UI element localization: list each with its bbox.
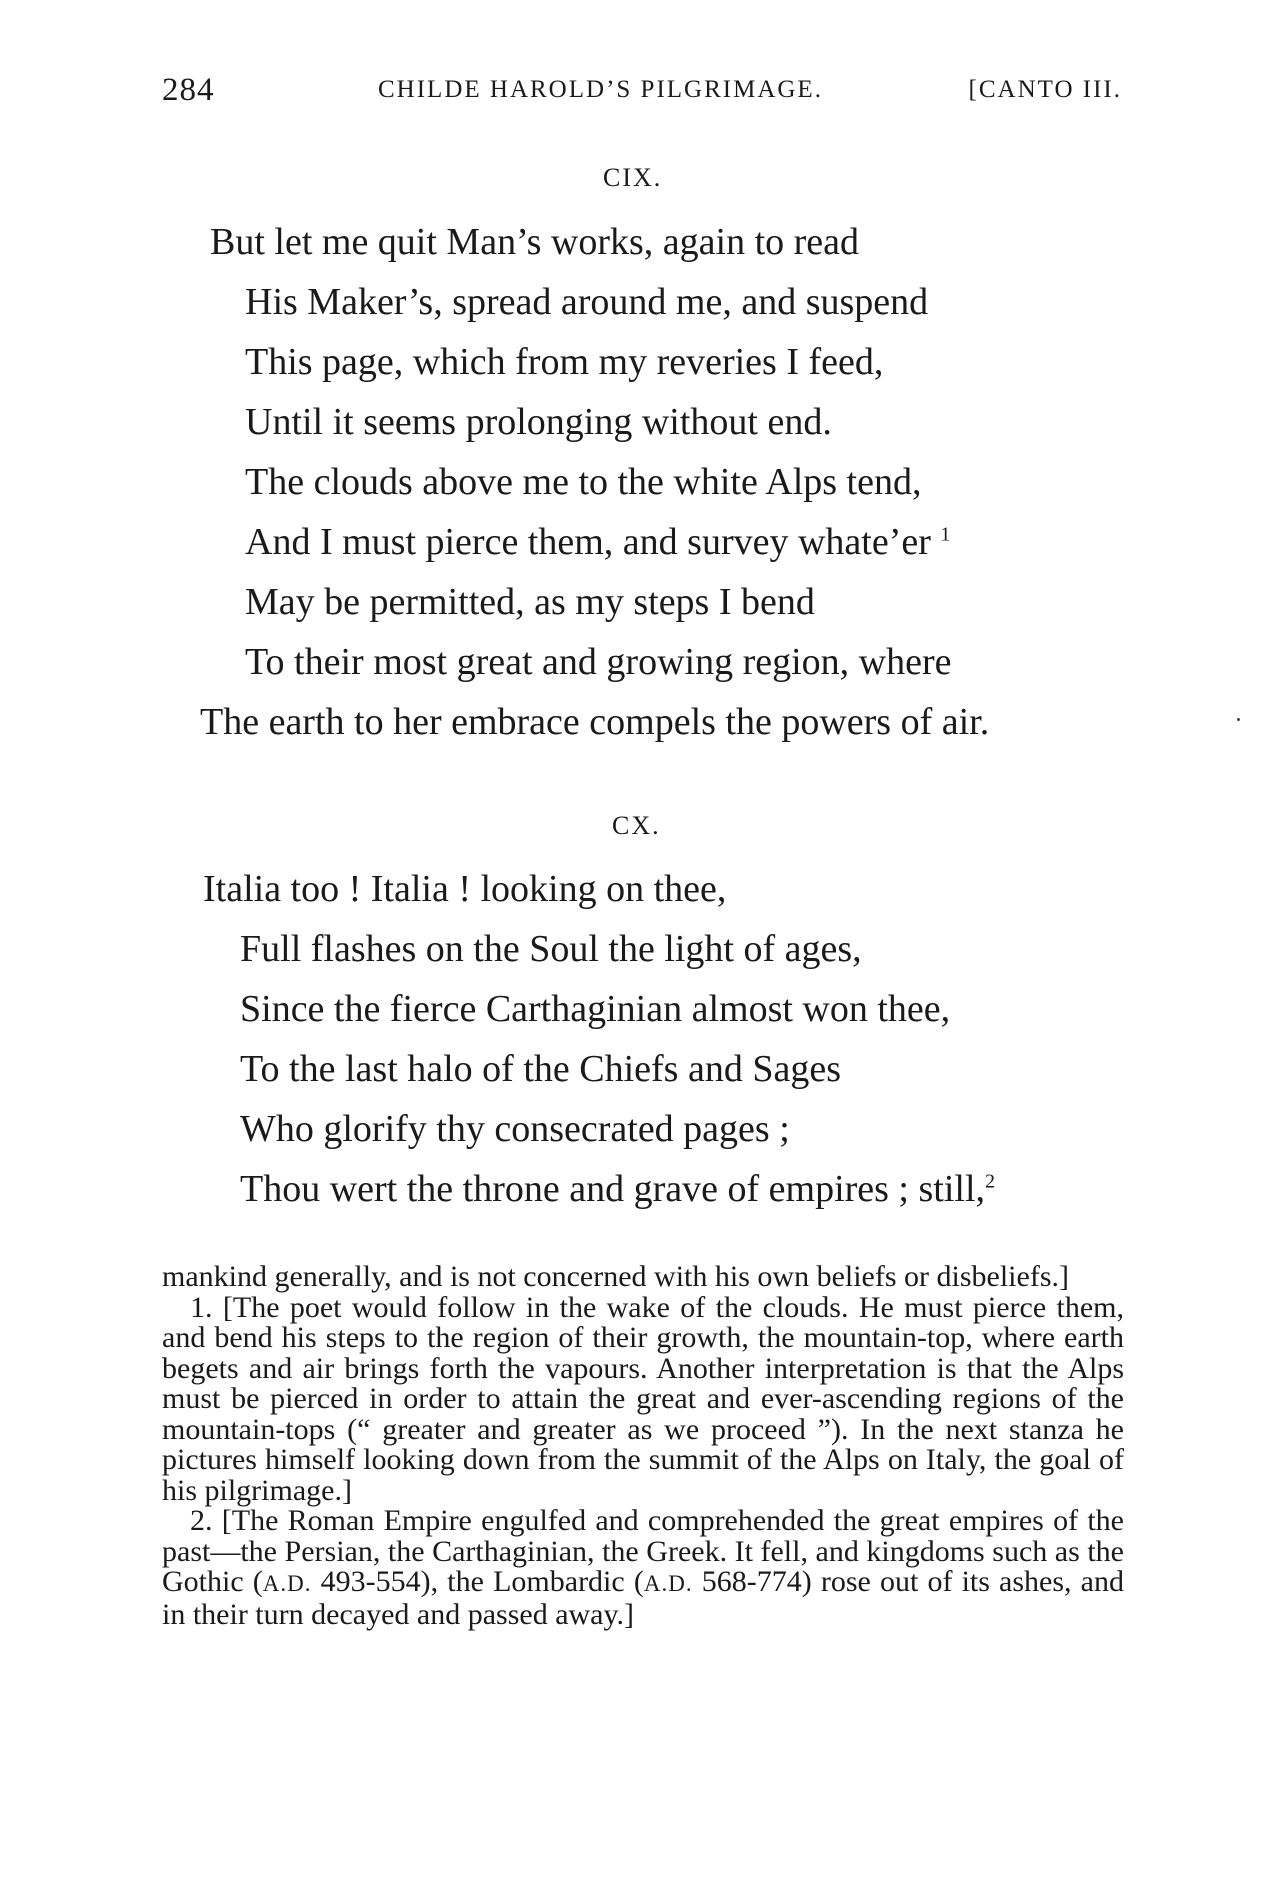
footnotes [162, 1262, 1124, 1630]
verse-line: To the last halo of the Chiefs and Sages [240, 1048, 841, 1090]
footnote-2-text-c: 568-774) rose out of its ashes, and in their turn decayed and passed away.] [162, 1565, 1124, 1631]
footnote-1 [162, 1290, 1125, 1507]
footnote-continuation: mankind generally, and is not concerned with his own beliefs or disbeliefs.] [162, 1260, 1069, 1293]
footnote-2-text-b: 493-554), the Lombardic ( [311, 1565, 644, 1598]
verse-line: Who glorify thy consecrated pages ; [240, 1108, 790, 1150]
footnote-2-text-a: [The Roman Empire engulfed and comprehended the great empires of the past—the Persian, the Carthaginian, the Greek. It fell, and kingdoms such as the Gothic ( [162, 1504, 1124, 1598]
verse-line: The earth to her embrace compels the powers of air. [200, 701, 990, 743]
stanza-number-cx: CX. [612, 811, 661, 840]
stanza-number-cix: CIX. [603, 163, 663, 192]
verse-line: To their most great and growing region, where [245, 641, 952, 683]
verse-line: His Maker’s, spread around me, and suspend [245, 281, 929, 323]
verse-line: Since the fierce Carthaginian almost won thee, [240, 988, 951, 1030]
footnote-2-marker: 2. [190, 1504, 213, 1537]
verse-line: Full flashes on the Soul the light of ages, [240, 928, 862, 970]
verse-line: The clouds above me to the white Alps tend, [245, 461, 922, 503]
verse-line [245, 523, 950, 561]
verse-line: May be permitted, as my steps I bend [245, 581, 815, 623]
verse-line: But let me quit Man’s works, again to read [210, 221, 860, 263]
print-speck [1237, 718, 1240, 721]
era-abbrev: A.D. [643, 1571, 693, 1596]
running-canto: [CANTO III. [968, 76, 1122, 103]
footnote-ref-2: 2 [985, 1170, 996, 1193]
footnote-1-marker: 1. [190, 1290, 213, 1324]
era-abbrev: A.D. [262, 1571, 312, 1596]
verse-line [240, 1170, 995, 1208]
footnote-1-text: [The poet would follow in the wake of the clouds. He must pierce them, and bend his steps to the region of their growth, the mountain-top, where earth begets and air brings forth the vapours. Another interpretation is that the Alps must be pierced in order to attain the great and ever-ascending regions of the mountain-tops (“ greater and greater as we proceed ”). In the next stanza he pictures himself looking down from the summit of the Alps on Italy, the goal of his pilgrimage.] [162, 1290, 1125, 1507]
verse-line-text: Thou wert the throne and grave of empires ; still, [240, 1168, 986, 1210]
footnote-2 [162, 1506, 1124, 1630]
verse-line-text: And I must pierce them, and survey whate’er [245, 521, 931, 563]
running-title: CHILDE HAROLD’S PILGRIMAGE. [378, 76, 823, 103]
verse-line: Italia too ! Italia ! looking on thee, [203, 868, 727, 910]
verse-line: This page, which from my reveries I feed, [245, 341, 884, 383]
running-header [162, 72, 1122, 116]
footnote-ref-1: 1 [940, 523, 951, 546]
page-number: 284 [162, 72, 215, 108]
verse-line: Until it seems prolonging without end. [245, 401, 832, 443]
